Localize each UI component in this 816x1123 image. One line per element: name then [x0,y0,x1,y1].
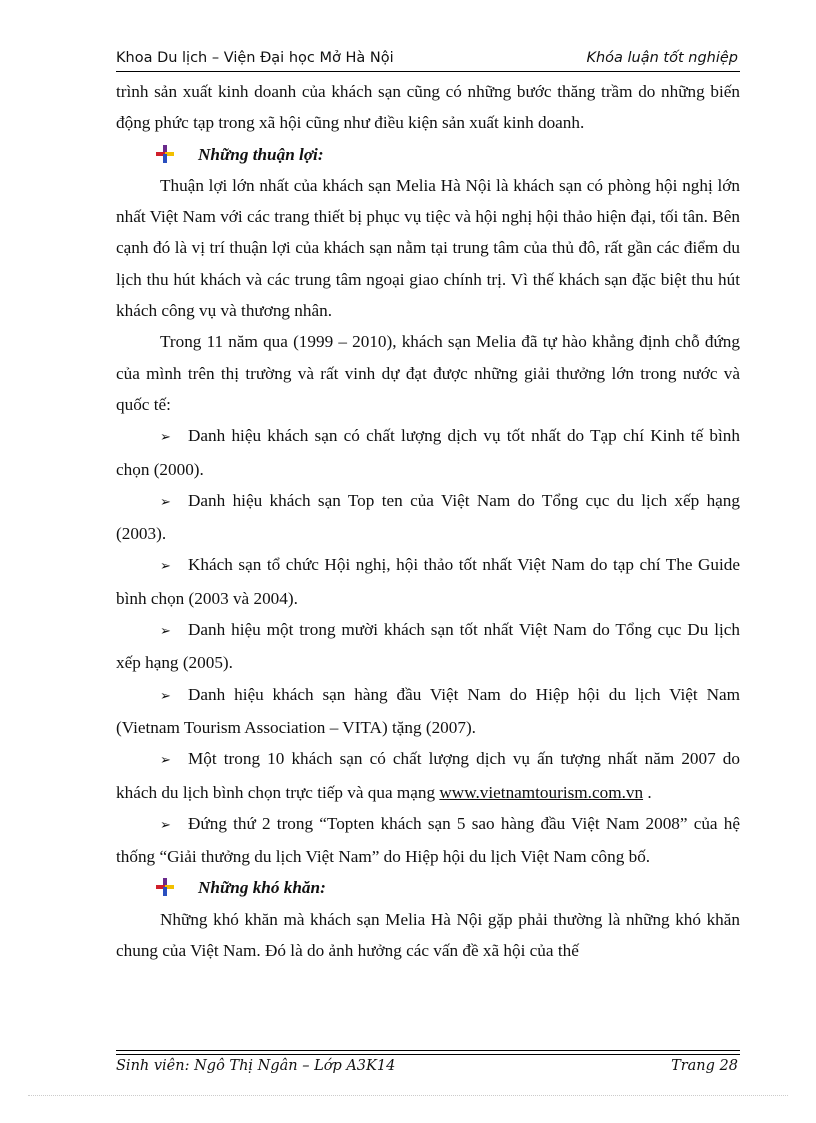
list-item-end: . [643,782,652,802]
paragraph: Thuận lợi lớn nhất của khách sạn Melia Hà Nội là khách sạn có phòng hội nghị lớn nhất Việt Nam với các trang thiết bị phục vụ tiệc và hội nghị hội thảo hiện đại, tối tân. Bên cạnh đó là vị trí thuận lợi của khách sạn nằm tại trung tâm của thủ đô, rất gần các điểm du lịch thu hút khách và các trung tâm ngoại giao chính trị. Vì thế khách sạn đặc biệt thu hút khách công vụ và thương nhân. [116,175,740,321]
page-number: Trang 28 [671,1058,738,1074]
footer-student: Sinh viên: Ngô Thị Ngân – Lớp A3K14 [116,1058,396,1074]
footer-rule [116,1054,740,1055]
arrow-bullet-icon: ➢ [160,430,171,446]
list-item [116,808,740,873]
paragraph: trình sản xuất kinh doanh của khách sạn cũng có những bước thăng trầm do những biến động phức tạp trong xã hội cũng như điều kiện sản xuất kinh doanh. [116,82,740,133]
arrow-bullet-icon: ➢ [160,688,171,704]
arrow-bullet-icon: ➢ [160,624,171,640]
list-item [116,485,740,550]
heading-text: Những thuận lợi: [198,144,324,164]
arrow-bullet-icon: ➢ [160,494,171,510]
page-body [116,76,740,966]
list-item-text: Danh hiệu khách sạn có chất lượng dịch vụ tốt nhất do Tạp chí Kinh tế bình chọn (2000). [116,426,740,479]
list-item [116,679,740,744]
header-department: Khoa Du lịch – Viện Đại học Mở Hà Nội [116,50,394,66]
four-color-plus-icon [156,878,174,896]
paragraph: Những khó khăn mà khách sạn Melia Hà Nội gặp phải thường là những khó khăn chung của Việt Nam. Đó là do ảnh hưởng các vấn đề xã hội của thế [116,909,740,961]
section-heading-advantages [116,139,740,170]
list-item-text: Đứng thứ 2 trong “Topten khách sạn 5 sao hàng đầu Việt Nam 2008” của hệ thống “Giải thưởng du lịch Việt Nam” do Hiệp hội du lịch Việt Nam công bố. [116,813,740,867]
page-boundary [28,1095,788,1096]
footer-rule [116,1050,740,1051]
list-item [116,743,740,808]
heading-text: Những khó khăn: [198,878,326,898]
header-thesis-title: Khóa luận tốt nghiệp [586,50,738,66]
section-heading-difficulties [116,872,740,903]
website-link[interactable]: www.vietnamtourism.com.vn [439,782,644,802]
page-footer [116,1057,740,1079]
list-item [116,614,740,679]
four-color-plus-icon [156,145,174,163]
list-item-text: Danh hiệu khách sạn Top ten của Việt Nam do Tổng cục du lịch xếp hạng (2003). [116,490,740,544]
list-item-text: Danh hiệu một trong mười khách sạn tốt nhất Việt Nam do Tổng cục Du lịch xếp hạng (2005). [116,620,740,673]
list-item [116,549,740,614]
list-item-text: Khách sạn tổ chức Hội nghị, hội thảo tốt nhất Việt Nam do tạp chí The Guide bình chọn (2003 và 2004). [116,555,740,608]
list-item [116,420,740,485]
arrow-bullet-icon: ➢ [160,817,171,833]
list-item-text: Một trong 10 khách sạn có chất lượng dịch vụ ấn tượng nhất năm 2007 do khách du lịch bình chọn trực tiếp và qua mạng [116,749,740,802]
page-header [116,48,740,70]
header-rule [116,71,740,72]
arrow-bullet-icon: ➢ [160,559,171,575]
arrow-bullet-icon: ➢ [160,753,171,769]
paragraph: Trong 11 năm qua (1999 – 2010), khách sạn Melia đã tự hào khẳng định chỗ đứng của mình trên thị trường và rất vinh dự đạt được những giải thưởng lớn trong nước và quốc tế: [116,332,740,414]
list-item-text: Danh hiệu khách sạn hàng đầu Việt Nam do Hiệp hội du lịch Việt Nam (Vietnam Tourism Association – VITA) tặng (2007). [116,684,740,737]
